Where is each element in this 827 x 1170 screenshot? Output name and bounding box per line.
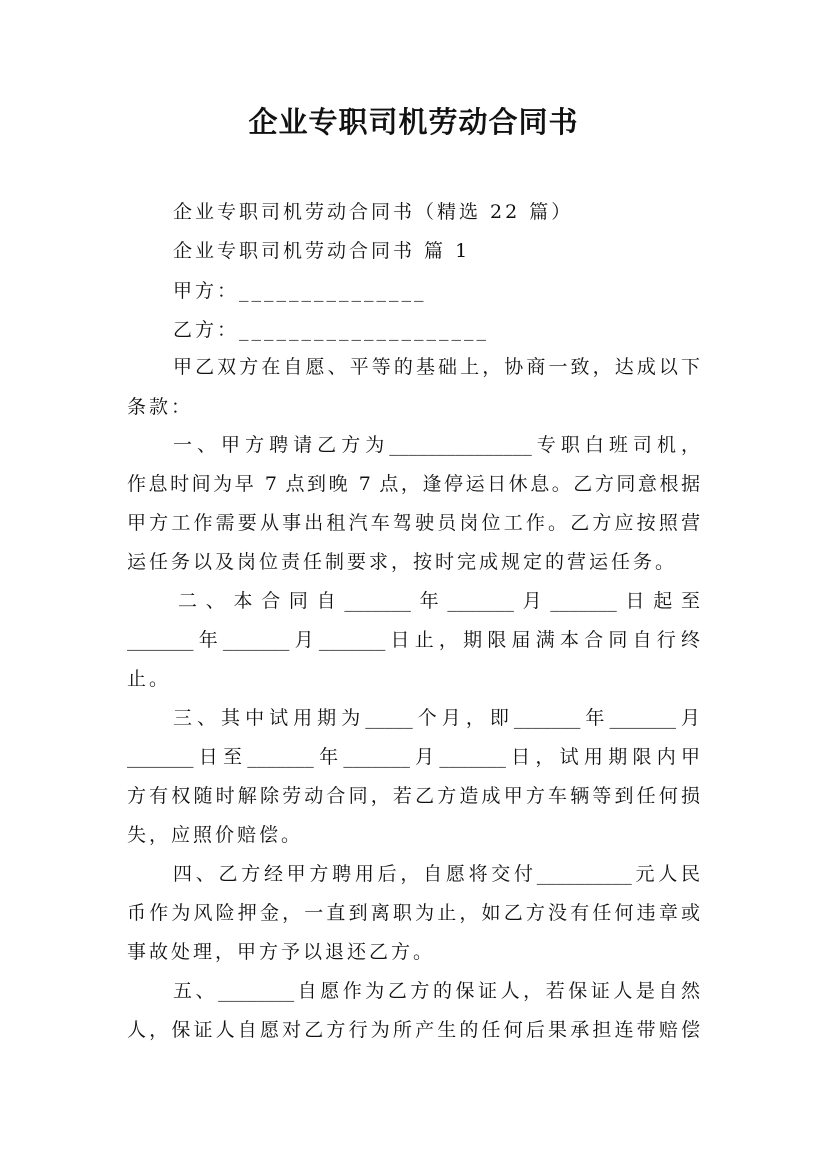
party-a-line: 甲方：_______________ [173,280,427,302]
paragraph-line: 一、甲方聘请乙方为_______________专职白班司机， [173,434,700,456]
paragraph-line: _______日至_______年_______月_______日，试用期限内甲 [127,746,700,768]
paragraph-line: 甲乙双方在自愿、平等的基础上，协商一致，达成以下 [173,356,700,378]
paragraph-line: 事故处理，甲方予以退还乙方。 [127,941,436,963]
paragraph-line: 币作为风险押金，一直到离职为止，如乙方没有任何违章或 [127,902,700,924]
paragraph-line: 三、其中试用期为_____个月，即_______年_______月 [173,707,700,729]
paragraph-line: _______年_______月_______日止，期限届满本合同自行终 [127,629,700,651]
paragraph-line: 止。 [127,668,172,690]
subtitle-line: 企业专职司机劳动合同书（精选 22 篇） [173,201,574,223]
paragraph-line: 条款： [127,396,194,418]
paragraph-line: 甲方工作需要从事出租汽车驾驶员岗位工作。乙方应按照营 [127,512,700,534]
paragraph-line: 运任务以及岗位责任制要求，按时完成规定的营运任务。 [127,551,678,573]
paragraph-line: 方有权随时解除劳动合同，若乙方造成甲方车辆等到任何损 [127,785,700,807]
paragraph-line: 五、________自愿作为乙方的保证人，若保证人是自然 [173,980,700,1002]
document-title: 企业专职司机劳动合同书 [248,105,579,139]
party-b-line: 乙方：____________________ [173,319,490,341]
paragraph-line: 失，应照价赔偿。 [127,824,304,846]
paragraph-line: 人，保证人自愿对乙方行为所产生的任何后果承担连带赔偿 [127,1019,700,1041]
paragraph-line: 作息时间为早 7 点到晚 7 点，逢停运日休息。乙方同意根据 [127,473,700,495]
section-heading: 企业专职司机劳动合同书 篇 1 [173,240,471,262]
paragraph-line: 四、乙方经甲方聘用后，自愿将交付__________元人民 [173,863,700,885]
paragraph-line: 二、本合同自_______年_______月_______日起至 [178,590,700,612]
